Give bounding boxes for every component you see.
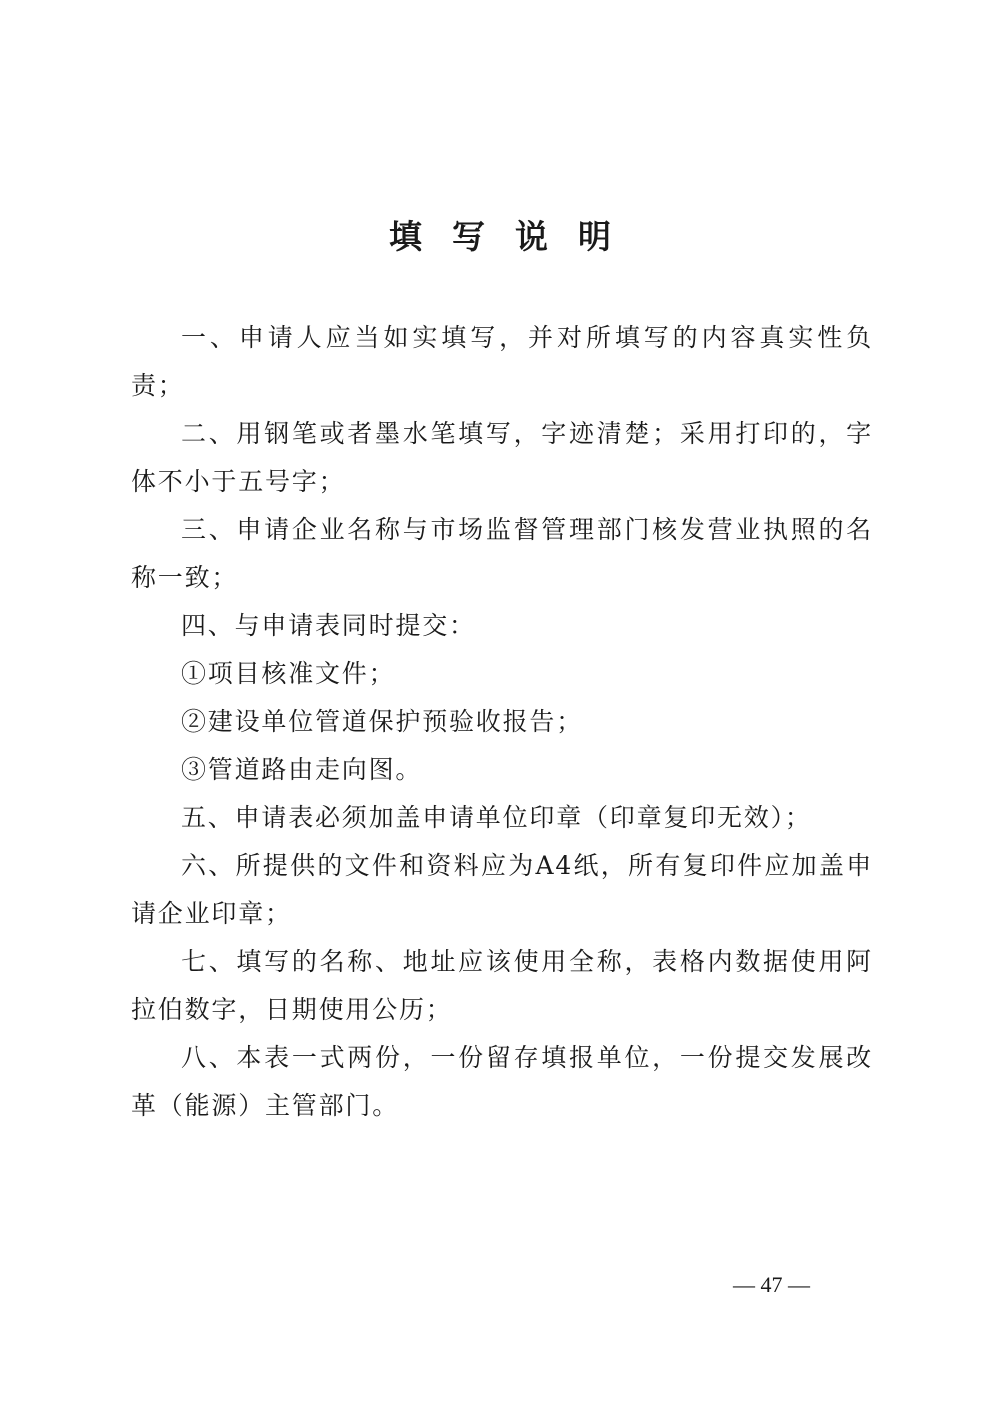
attachment-item-1: ①项目核准文件； — [181, 659, 396, 688]
attachment-item-3: ③管道路由走向图。 — [181, 755, 423, 784]
instruction-item-6: 六、所提供的文件和资料应为A4纸，所有复印件应加盖申请企业印章； — [131, 851, 873, 928]
instruction-item-5: 五、申请表必须加盖申请单位印章（印章复印无效）； — [181, 803, 812, 832]
attachment-item-2: ②建设单位管道保护预验收报告； — [181, 707, 584, 736]
instruction-item-7: 七、填写的名称、地址应该使用全称，表格内数据使用阿拉伯数字，日期使用公历； — [131, 947, 873, 1024]
document-title: 填写说明 — [389, 217, 641, 256]
instruction-item-8: 八、本表一式两份，一份留存填报单位，一份提交发展改革（能源）主管部门。 — [131, 1043, 873, 1120]
instruction-item-2: 二、用钢笔或者墨水笔填写，字迹清楚；采用打印的，字体不小于五号字； — [131, 419, 873, 496]
instructions-body — [131, 314, 873, 1130]
instruction-item-3: 三、申请企业名称与市场监督管理部门核发营业执照的名称一致； — [131, 515, 873, 592]
instruction-item-4: 四、与申请表同时提交： — [181, 611, 476, 640]
instruction-item-1: 一、申请人应当如实填写，并对所填写的内容真实性负责； — [131, 323, 873, 400]
page-number: — 47 — — [733, 1272, 810, 1297]
